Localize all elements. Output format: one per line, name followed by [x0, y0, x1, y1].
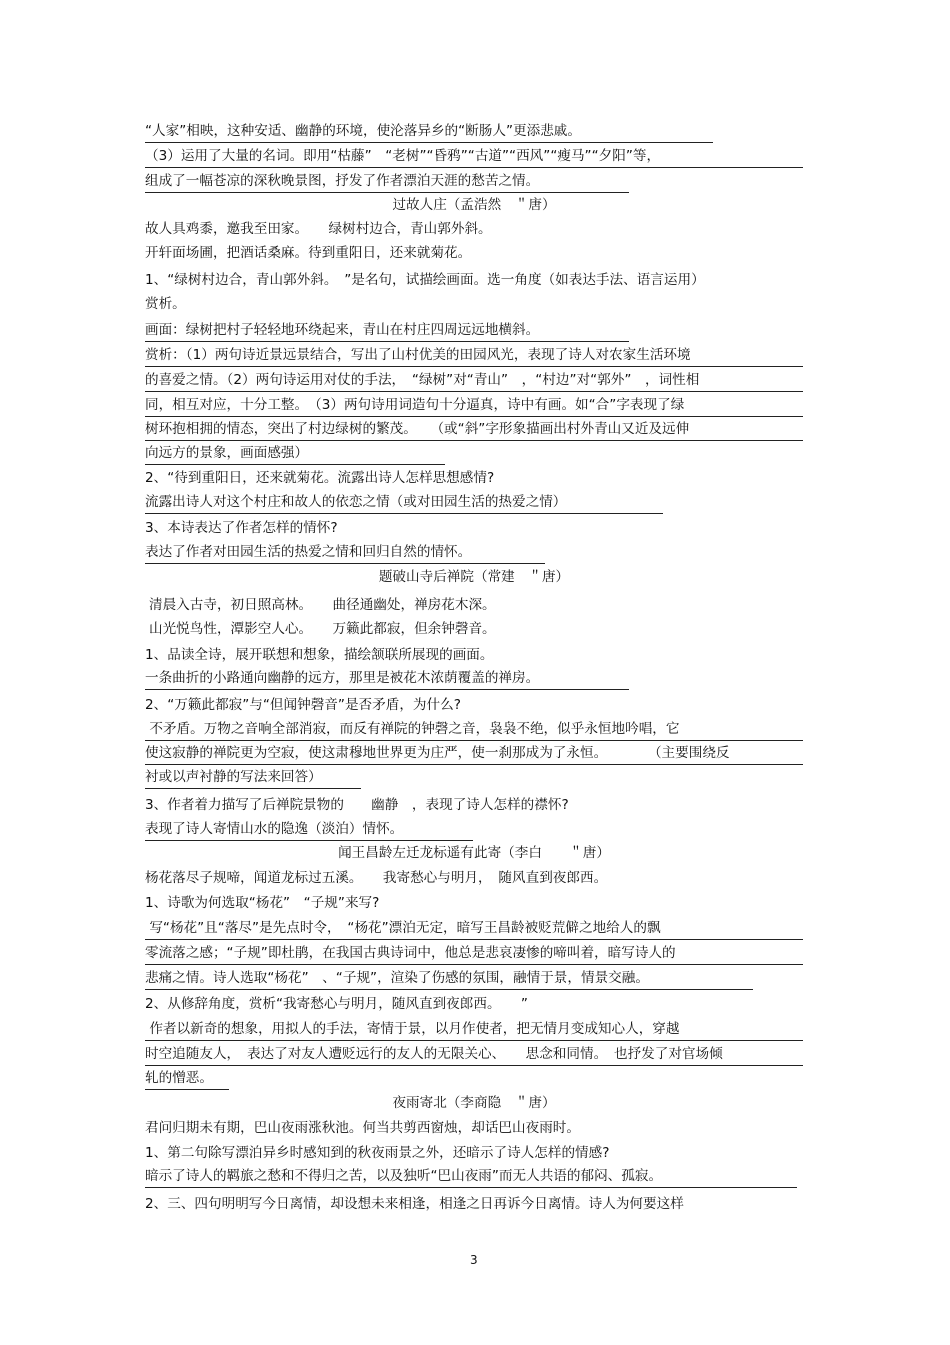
- page-number: 3: [470, 1253, 478, 1267]
- answer-line: 同，相互对应，十分工整。 （3）两句诗用词造句十分逼真，诗中有画。如“合”字表现了绿: [145, 395, 803, 417]
- answer-line: 作者以新奇的想象，用拟人的手法，寄情于景，以月作使者，把无情月变成知心人，穿越: [145, 1019, 803, 1041]
- poem-title: 题破山寺后禅院（常建 ＂唐）: [378, 569, 570, 585]
- poem-line: 山光悦鸟性，潭影空人心。 万籁此都寂，但余钟磬音。: [149, 621, 496, 637]
- poem-title: 闻王昌龄左迁龙标遥有此寄（李白 ＂唐）: [338, 845, 610, 861]
- poem-line: 君问归期未有期，巴山夜雨涨秋池。何当共剪西窗烛，却话巴山夜雨时。: [145, 1120, 580, 1136]
- answer-line: 一条曲折的小路通向幽静的远方，那里是被花木浓荫覆盖的禅房。: [145, 668, 629, 690]
- poem-line: 清晨入古寺，初日照高林。 曲径通幽处，禅房花木深。: [149, 597, 496, 613]
- answer-line: 不矛盾。万物之音响全部消寂，而反有禅院的钟磬之音，袅袅不绝，似乎永恒地吟唱，它: [145, 719, 803, 741]
- answer-line: 悲痛之情。诗人选取“杨花” 、“子规”，渲染了伤感的氛围，融情于景，情景交融。: [145, 968, 753, 990]
- poem-line: 故人具鸡黍，邀我至田家。 绿树村边合，青山郭外斜。: [145, 221, 492, 237]
- answer-line: 流露出诗人对这个村庄和故人的依恋之情（或对田园生活的热爱之情）: [145, 492, 663, 514]
- question: 赏析。: [145, 296, 186, 312]
- answer-line: 的喜爱之情。（2）两句诗运用对仗的手法， “绿树”对“青山” ，“村边”对“郭外” ，词性相: [145, 370, 803, 392]
- answer-line: 零流落之感；“子规”即杜鹃，在我国古典诗词中，他总是悲哀凄惨的啼叫着，暗写诗人的: [145, 943, 803, 965]
- intro-line-2: （3）运用了大量的名词。即用“枯藤” “老树”“昏鸦”“古道”“西风”“瘦马”“夕阳”等，: [145, 146, 803, 168]
- question: 2、“待到重阳日，还来就菊花。流露出诗人怎样思想感情?: [145, 470, 495, 486]
- answer-line: 衬或以声衬静的写法来回答）: [145, 767, 361, 789]
- question: 2、三、四句明明写今日离情，却设想未来相逢，相逢之日再诉今日离情。诗人为何要这样: [145, 1196, 684, 1212]
- answer-line: 轧的憎恶。: [145, 1068, 229, 1090]
- answer-line: 时空追随友人， 表达了对友人遭贬远行的友人的无限关心、 思念和同情。 也抒发了对官场倾: [145, 1044, 803, 1066]
- question: 3、本诗表达了作者怎样的情怀?: [145, 520, 338, 536]
- question: 2、“万籁此都寂”与“但闻钟磬音”是否矛盾，为什么?: [145, 697, 461, 713]
- answer-line: 使这寂静的禅院更为空寂，使这肃穆地世界更为庄严，使一刹那成为了永恒。 （主要围绕反: [145, 743, 803, 765]
- poem-line: 开轩面场圃，把酒话桑麻。待到重阳日，还来就菊花。: [145, 245, 472, 261]
- answer-line: 赏析：（1）两句诗近景远景结合，写出了山村优美的田园风光，表现了诗人对农家生活环境: [145, 345, 803, 367]
- answer-line: 暗示了诗人的羁旅之愁和不得归之苦，以及独听“巴山夜雨”而无人共语的郁闷、孤寂。: [145, 1166, 797, 1188]
- answer-line: 表达了作者对田园生活的热爱之情和回归自然的情怀。: [145, 542, 545, 564]
- intro-line-1: “人家”相映，这种安适、幽静的环境，使沦落异乡的“断肠人”更添悲戚。: [145, 121, 713, 143]
- question: 2、从修辞角度，赏析“我寄愁心与明月，随风直到夜郎西。 ”: [145, 996, 528, 1012]
- poem-title: 过故人庄（孟浩然 ＂唐）: [392, 197, 556, 213]
- poem-line: 杨花落尽子规啼，闻道龙标过五溪。 我寄愁心与明月， 随风直到夜郎西。: [145, 870, 608, 886]
- intro-line-3: 组成了一幅苍凉的深秋晚景图，抒发了作者漂泊天涯的愁苦之情。: [145, 171, 629, 193]
- answer-line: 向远方的景象，画面感强）: [145, 443, 445, 465]
- poem-title: 夜雨寄北（李商隐 ＂唐）: [392, 1095, 556, 1111]
- question: 3、作者着力描写了后禅院景物的 幽静 ，表现了诗人怎样的襟怀?: [145, 797, 569, 813]
- question: 1、“绿树村边合，青山郭外斜。 ”是名句，试描绘画面。选一角度（如表达手法、语言运用）: [145, 272, 705, 288]
- question: 1、品读全诗，展开联想和想象，描绘颔联所展现的画面。: [145, 647, 494, 663]
- answer-line: 画面：绿树把村子轻轻地环绕起来，青山在村庄四周远远地横斜。: [145, 320, 629, 342]
- answer-line: 表现了诗人寄情山水的隐逸（淡泊）情怀。: [145, 819, 473, 841]
- answer-line: 树环抱相拥的情态，突出了村边绿树的繁茂。 （或“斜”字形象描画出村外青山又近及远伸: [145, 419, 803, 441]
- answer-line: 写“杨花”且“落尽”是先点时令， “杨花”漂泊无定，暗写王昌龄被贬荒僻之地给人的飘: [145, 918, 803, 940]
- question: 1、诗歌为何选取“杨花” “子规”来写?: [145, 895, 380, 911]
- question: 1、第二句除写漂泊异乡时感知到的秋夜雨景之外，还暗示了诗人怎样的情感?: [145, 1145, 610, 1161]
